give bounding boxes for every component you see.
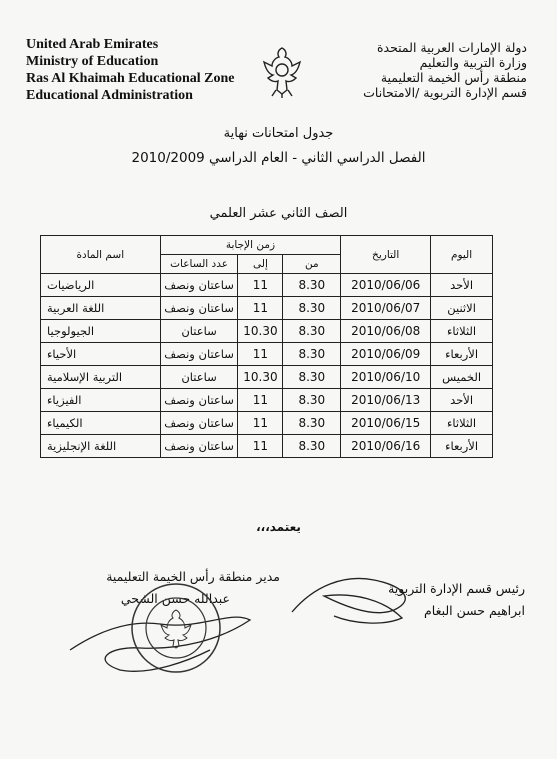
cell-subject: اللغة الإنجليزية: [41, 435, 161, 458]
signer-name-right: ابراهيم حسن البغام: [424, 603, 525, 618]
cell-from: 8.30: [283, 343, 341, 366]
cell-to: 11: [238, 274, 283, 297]
cell-day: الثلاثاء: [431, 320, 493, 343]
official-stamp-icon: [128, 580, 224, 676]
header-arabic: [363, 40, 527, 100]
cell-date: 2010/06/13: [341, 389, 431, 412]
cell-to: 11: [238, 297, 283, 320]
table-row: [41, 274, 493, 297]
cell-from: 8.30: [283, 274, 341, 297]
header-ar-country: دولة الإمارات العربية المتحدة: [376, 40, 527, 55]
table-row: [41, 412, 493, 435]
cell-hours: ساعتان ونصف: [160, 297, 238, 320]
cell-subject: اللغة العربية: [41, 297, 161, 320]
cell-hours: ساعتان ونصف: [160, 343, 238, 366]
cell-day: الأربعاء: [431, 435, 493, 458]
signature-scribble-right: [284, 566, 424, 636]
cell-to: 11: [238, 343, 283, 366]
table-row: [41, 297, 493, 320]
cell-hours: ساعتان: [160, 366, 238, 389]
cell-subject: الفيزياء: [41, 389, 161, 412]
header-answer-time: زمن الإجابة: [160, 236, 341, 255]
cell-from: 8.30: [283, 389, 341, 412]
cell-from: 8.30: [283, 412, 341, 435]
cell-to: 11: [238, 435, 283, 458]
cell-hours: ساعتان ونصف: [160, 412, 238, 435]
cell-to: 11: [238, 389, 283, 412]
cell-day: الأربعاء: [431, 343, 493, 366]
header-ar-ministry: وزارة التربية والتعليم: [419, 55, 527, 70]
cell-subject: الأحياء: [41, 343, 161, 366]
table-row: [41, 320, 493, 343]
signer-name-left: عبدالله حسن الشحي: [120, 591, 230, 606]
cell-hours: ساعتان ونصف: [160, 274, 238, 297]
cell-day: الأحد: [431, 274, 493, 297]
grade-subtitle: الصف الثاني عشر العلمي: [209, 206, 348, 221]
cell-to: 10.30: [238, 366, 283, 389]
cell-date: 2010/06/10: [341, 366, 431, 389]
cell-date: 2010/06/08: [341, 320, 431, 343]
approval-label: يعتمد،،،: [256, 520, 301, 534]
signer-title-right: رئيس قسم الإدارة التربوية: [388, 581, 525, 596]
cell-subject: التربية الإسلامية: [41, 366, 161, 389]
header-subject: اسم المادة: [41, 236, 161, 274]
header-day: اليوم: [431, 236, 493, 274]
semester-subtitle: الفصل الدراسي الثاني - العام الدراسي 2010/2009: [131, 150, 426, 166]
header-hours: عدد الساعات: [160, 255, 238, 274]
cell-day: الثلاثاء: [431, 412, 493, 435]
header-english: [26, 36, 235, 104]
header-ar-zone: منطقة رأس الخيمة التعليمية: [380, 70, 527, 85]
document-title: جدول امتحانات نهاية: [223, 126, 334, 141]
cell-subject: الرياضيات: [41, 274, 161, 297]
cell-day: الأحد: [431, 389, 493, 412]
cell-to: 11: [238, 412, 283, 435]
cell-from: 8.30: [283, 435, 341, 458]
cell-hours: ساعتان ونصف: [160, 389, 238, 412]
table-row: [41, 366, 493, 389]
table-row: [41, 389, 493, 412]
header-zone: Ras Al Khaimah Educational Zone: [26, 71, 235, 86]
cell-date: 2010/06/07: [341, 297, 431, 320]
table-row: [41, 343, 493, 366]
cell-from: 8.30: [283, 320, 341, 343]
cell-to: 10.30: [238, 320, 283, 343]
cell-date: 2010/06/16: [341, 435, 431, 458]
cell-from: 8.30: [283, 366, 341, 389]
header-date: التاريخ: [341, 236, 431, 274]
cell-day: الخميس: [431, 366, 493, 389]
header-ar-department: قسم الإدارة التربوية /الامتحانات: [363, 85, 527, 100]
header-from: من: [283, 255, 341, 274]
uae-emblem-icon: [260, 44, 304, 98]
header-department: Educational Administration: [26, 88, 193, 103]
cell-date: 2010/06/15: [341, 412, 431, 435]
header-ministry: Ministry of Education: [26, 54, 159, 69]
cell-subject: الكيمياء: [41, 412, 161, 435]
cell-date: 2010/06/06: [341, 274, 431, 297]
exam-schedule-table: [40, 235, 493, 458]
table-row: [41, 435, 493, 458]
header-country: United Arab Emirates: [26, 37, 159, 52]
cell-day: الاثنين: [431, 297, 493, 320]
header-to: إلى: [238, 255, 283, 274]
cell-hours: ساعتان: [160, 320, 238, 343]
cell-subject: الجيولوجيا: [41, 320, 161, 343]
cell-hours: ساعتان ونصف: [160, 435, 238, 458]
cell-date: 2010/06/09: [341, 343, 431, 366]
signer-title-left: مدير منطقة رأس الخيمة التعليمية: [106, 569, 280, 584]
cell-from: 8.30: [283, 297, 341, 320]
